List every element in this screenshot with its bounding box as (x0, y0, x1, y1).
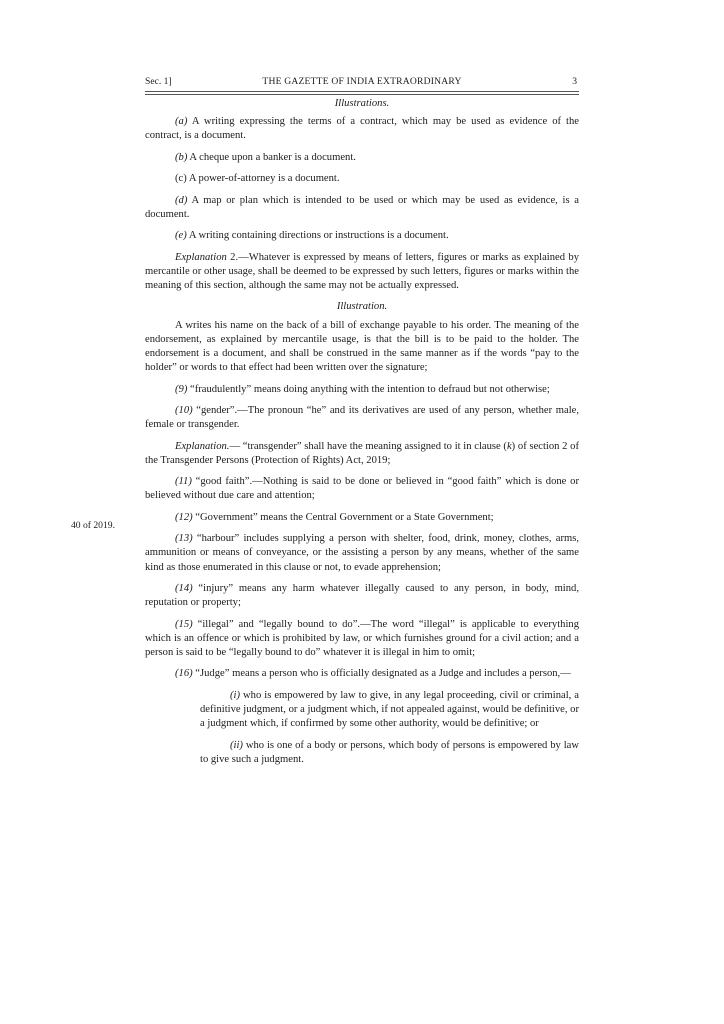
sub-i-label: (i) (230, 689, 240, 701)
definition-11-label: (11) (175, 476, 192, 488)
illustration-a-label: (a) (175, 116, 188, 128)
definition-15-text: “illegal” and “legally bound to do”.—The word “illegal” is applicable to everything which is an offence or which is prohibited by law, or which furnishes ground for a civil action; and a person is said to be “legally bound to do” whatever it is illegal in him to omit; (145, 618, 579, 658)
explanation-gender-clause: k (506, 440, 512, 452)
definition-16 (145, 667, 579, 681)
illustration-a-text: A writing expressing the terms of a contract, which may be used as evidence of the contract, is a document. (145, 116, 579, 142)
page-content (145, 97, 579, 774)
definition-9-text: “fraudulently” means doing anything with the intention to defraud but not otherwise; (187, 383, 550, 395)
illustration-paragraph: A writes his name on the back of a bill of exchange payable to his order. The meaning of the endorsement, as explained by mercantile usage, is that the bill is to be paid to the holder. The endorsement is a document, and shall be construed in the same manner as if the words “pay to the holder” or words to that effect had been written over the signature; (145, 319, 579, 374)
illustration-d-label: (d) (175, 194, 188, 206)
illustration-b-text: A cheque upon a banker is a document. (187, 151, 356, 163)
margin-note: 40 of 2019. (71, 520, 115, 531)
page-number: 3 (572, 76, 577, 87)
explanation-gender-text-2: ) of section 2 of the Transgender Persons (Protection of Rights) Act, 2019; (145, 440, 580, 466)
definition-11-text: “good faith”.—Nothing is said to be done or believed in “good faith” which is done or believed without due care and attention; (145, 476, 579, 502)
illustration-b-label: (b) (175, 151, 188, 163)
definition-16-text: “Judge” means a person who is officially designated as a Judge and includes a person,— (192, 668, 571, 680)
explanation-gender (145, 440, 579, 468)
definition-14-label: (14) (175, 582, 193, 594)
definition-10-text: “gender”.—The pronoun “he” and its derivatives are used of any person, whether male, female or transgender. (145, 404, 579, 431)
header-section: Sec. 1] (145, 76, 172, 87)
definition-10 (145, 404, 579, 432)
illustration-e-text: A writing containing directions or instructions is a document. (186, 230, 449, 242)
definition-11 (145, 475, 579, 503)
illustration-c: (c) A power-of-attorney is a document. (175, 173, 340, 185)
definition-9 (145, 383, 579, 397)
definition-13 (145, 532, 579, 575)
explanation-2-text: 2.—Whatever is expressed by means of letters, figures or marks as explained by mercantile or other usage, shall be deemed to be expressed by such letters, figures or marks within the meaning of this section, although the same may not be actually expressed. (145, 251, 579, 291)
illustration-e (145, 229, 579, 243)
explanation-2 (145, 251, 579, 294)
definition-12 (145, 511, 579, 525)
definition-10-label: (10) (175, 404, 193, 416)
explanation-gender-text-1: — “transgender” shall have the meaning assigned to it in clause ( (229, 440, 507, 452)
illustration-heading: Illustration. (336, 301, 388, 313)
page-header (145, 75, 579, 89)
definition-12-text: “Government” means the Central Government or a State Government; (192, 511, 494, 523)
illustration-a (145, 115, 579, 143)
definition-12-label: (12) (175, 511, 193, 523)
definition-13-label: (13) (175, 533, 193, 545)
definition-16-label: (16) (175, 668, 193, 680)
sub-ii-label: (ii) (230, 739, 243, 751)
definition-14-text: “injury” means any harm whatever illegally caused to any person, in body, mind, reputation or property; (145, 582, 579, 609)
definition-15-label: (15) (175, 618, 193, 630)
definition-9-label: (9) (175, 383, 188, 395)
header-title: THE GAZETTE OF INDIA EXTRAORDINARY (262, 76, 462, 87)
header-rule (145, 91, 579, 95)
explanation-2-label: Explanation (175, 251, 227, 263)
definition-14 (145, 582, 579, 610)
illustration-b (145, 151, 579, 165)
illustrations-heading: Illustrations. (334, 98, 390, 109)
sub-i-text: who is empowered by law to give, in any legal proceeding, civil or criminal, a definitive judgment, or a judgment which, if not appealed against, would be definitive, or a judgment which, if confirmed by some other authority, would be definitive; or (200, 689, 579, 730)
illustration-e-label: (e) (175, 230, 187, 242)
definition-15 (145, 618, 579, 661)
definition-16-sub-i (200, 689, 579, 732)
definition-16-sub-ii (200, 739, 579, 767)
definition-13-text: “harbour” includes supplying a person with shelter, food, drink, money, clothes, arms, ammunition or means of conveyance, or the assisting a person by any means, whether of the same kind as those enumerated in this clause or not, to evade apprehension; (145, 533, 579, 573)
sub-ii-text: who is one of a body or persons, which body of persons is empowered by law to give such a judgment. (200, 739, 579, 765)
explanation-gender-label: Explanation. (175, 440, 230, 452)
illustration-d-text: A map or plan which is intended to be used or which may be used as evidence, is a document. (145, 194, 579, 220)
illustration-d (145, 194, 579, 222)
